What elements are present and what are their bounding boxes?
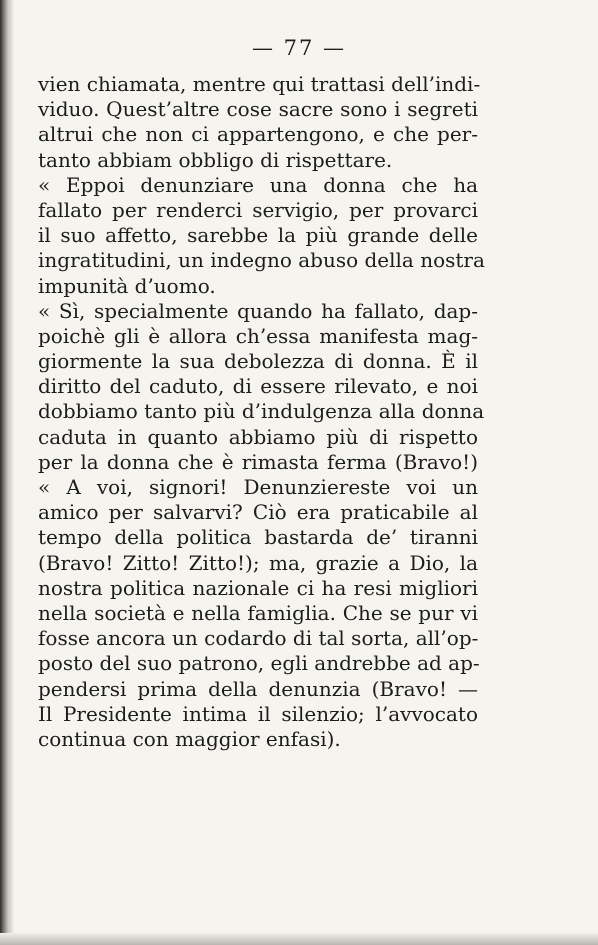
text-line: ingratitudini, un indegno abuso della nostra	[38, 248, 485, 273]
text-line: dobbiamo tanto più d’indulgenza alla donna	[38, 399, 485, 424]
text-line: pendersi prima della denunzia (Bravo! —	[38, 676, 478, 701]
text-line: amico per salvarvi? Ciò era praticabile al	[38, 500, 478, 525]
text-line: fallato per renderci servigio, per provarci	[38, 197, 478, 222]
text-line: « Eppoi denunziare una donna che ha	[38, 172, 478, 197]
page-bottom-edge	[0, 933, 598, 945]
text-line: « Sì, specialmente quando ha fallato, dap-	[38, 298, 478, 323]
text-line: nostra politica nazionale ci ha resi migliori	[38, 575, 478, 600]
text-line: giormente la sua debolezza di donna. È il	[38, 349, 478, 374]
text-line: tanto abbiam obbligo di rispettare.	[38, 147, 393, 172]
text-line: (Bravo! Zitto! Zitto!); ma, grazie a Dio, la	[38, 550, 478, 575]
text-line: poichè gli è allora ch’essa manifesta mag-	[38, 323, 478, 348]
text-line: fosse ancora un codardo di tal sorta, all’op-	[38, 626, 479, 651]
text-line: per la donna che è rimasta ferma (Bravo!)	[38, 449, 478, 474]
text-line: « A voi, signori! Denunziereste voi un	[38, 475, 478, 499]
text-line: impunità d’uomo.	[38, 273, 216, 298]
text-line: Il Presidente intima il silenzio; l’avvocato	[38, 701, 478, 726]
page-left-edge	[0, 0, 14, 945]
text-line: posto del suo patrono, egli andrebbe ad ap-	[38, 651, 480, 676]
text-line: caduta in quanto abbiamo più di rispetto	[38, 424, 478, 449]
page-number: — 77 —	[251, 36, 347, 60]
text-line: diritto del caduto, di essere rilevato, e noi	[38, 374, 478, 399]
body-text	[38, 72, 485, 752]
text-line: altrui che non ci appartengono, e che per-	[38, 122, 478, 147]
text-line: continua con maggior enfasi).	[38, 726, 341, 751]
text-line: vien chiamata, mentre qui trattasi dell’indi-	[38, 72, 481, 96]
text-line: viduo. Quest’altre cose sacre sono i segreti	[38, 97, 478, 122]
text-line: nella società e nella famiglia. Che se pur vi	[38, 600, 478, 625]
text-line: tempo della politica bastarda de’ tiranni	[38, 525, 478, 550]
text-line: il suo affetto, sarebbe la più grande delle	[38, 223, 478, 248]
